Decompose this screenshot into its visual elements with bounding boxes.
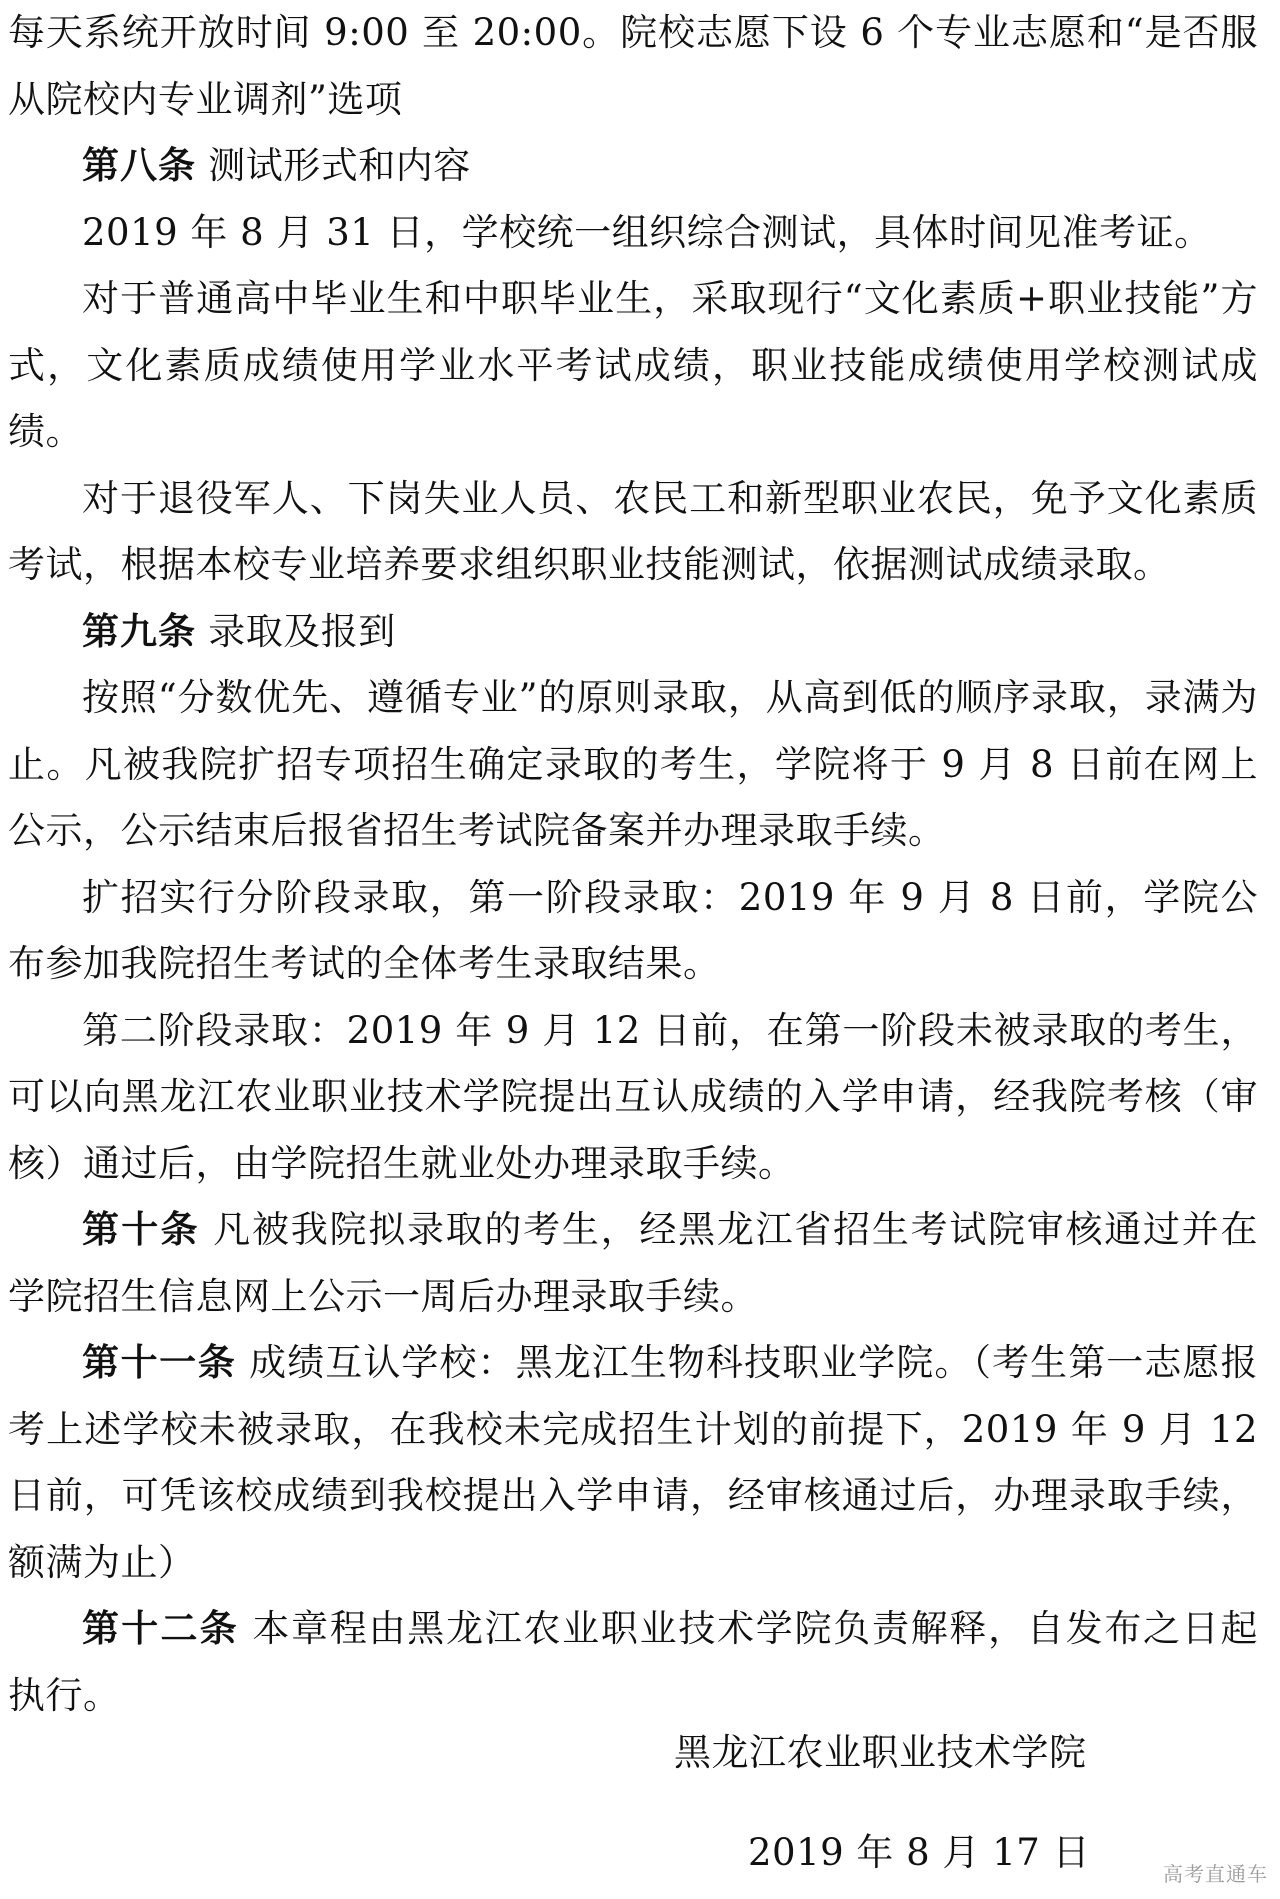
paragraph <box>8 865 1258 998</box>
paragraph-text: 每天系统开放时间 9:00 至 20:00。院校志愿下设 6 个专业志愿和“是否服从院校内专业调剂”选项 <box>8 11 1258 121</box>
article-10 <box>8 1197 1258 1330</box>
signature-date: 2019 年 8 月 17 日 <box>748 1831 1091 1874</box>
article-text: 凡被我院拟录取的考生，经黑龙江省招生考试院审核通过并在学院招生信息网上公示一周后办理录取手续。 <box>8 1208 1259 1318</box>
paragraph-text: 第二阶段录取：2019 年 9 月 12 日前，在第一阶段未被录取的考生，可以向黑龙江农业职业技术学院提出互认成绩的入学申请，经我院考核（审核）通过后，由学院招生就业处办理录取手续。 <box>8 1008 1258 1185</box>
article-11 <box>8 1330 1258 1596</box>
paragraph-text: 对于退役军人、下岗失业人员、农民工和新型职业农民，免予文化素质考试，根据本校专业培养要求组织职业技能测试，依据测试成绩录取。 <box>8 476 1258 586</box>
article-text: 成绩互认学校：黑龙江生物科技职业学院。（考生第一志愿报考上述学校未被录取，在我校未完成招生计划的前提下，2019 年 9 月 12 日前，可凭该校成绩到我校提出入学申请，经审核通过后，办理录取手续，额满为止） <box>8 1341 1259 1584</box>
article-number: 第九条 <box>82 609 196 653</box>
paragraph <box>8 998 1258 1198</box>
article-9-heading <box>8 599 1258 666</box>
paragraph <box>8 266 1258 466</box>
paragraph <box>8 200 1258 267</box>
paragraph-text: 扩招实行分阶段录取，第一阶段录取：2019 年 9 月 8 日前，学院公布参加我院招生考试的全体考生录取结果。 <box>8 875 1258 985</box>
document-body <box>8 0 1258 1729</box>
article-text: 本章程由黑龙江农业职业技术学院负责解释，自发布之日起执行。 <box>8 1607 1259 1717</box>
article-12 <box>8 1596 1258 1729</box>
article-number: 第八条 <box>82 144 196 187</box>
paragraph-text: 按照“分数优先、遵循专业”的原则录取，从高到低的顺序录取，录满为止。凡被我院扩招专项招生确定录取的考生，学院将于 9 月 8 日前在网上公示，公示结束后报省招生考试院备案并办理录取手续。 <box>8 676 1258 852</box>
article-title: 测试形式和内容 <box>196 144 471 187</box>
signature-school: 黑龙江农业职业技术学院 <box>674 1731 1087 1774</box>
article-number: 第十一条 <box>82 1341 237 1384</box>
paragraph <box>8 665 1258 865</box>
article-number: 第十条 <box>82 1208 200 1251</box>
article-8-heading <box>8 133 1258 200</box>
paragraph-text: 对于普通高中毕业生和中职毕业生，采取现行“文化素质+职业技能”方式，文化素质成绩使用学业水平考试成绩，职业技能成绩使用学校测试成绩。 <box>8 277 1258 453</box>
article-number: 第十二条 <box>82 1607 239 1650</box>
watermark-text: 高考直通车 <box>1163 1862 1268 1886</box>
article-title: 录取及报到 <box>196 609 396 653</box>
paragraph <box>8 0 1258 133</box>
paragraph <box>8 466 1258 599</box>
paragraph-text: 2019 年 8 月 31 日，学校统一组织综合测试，具体时间见准考证。 <box>82 210 1212 254</box>
